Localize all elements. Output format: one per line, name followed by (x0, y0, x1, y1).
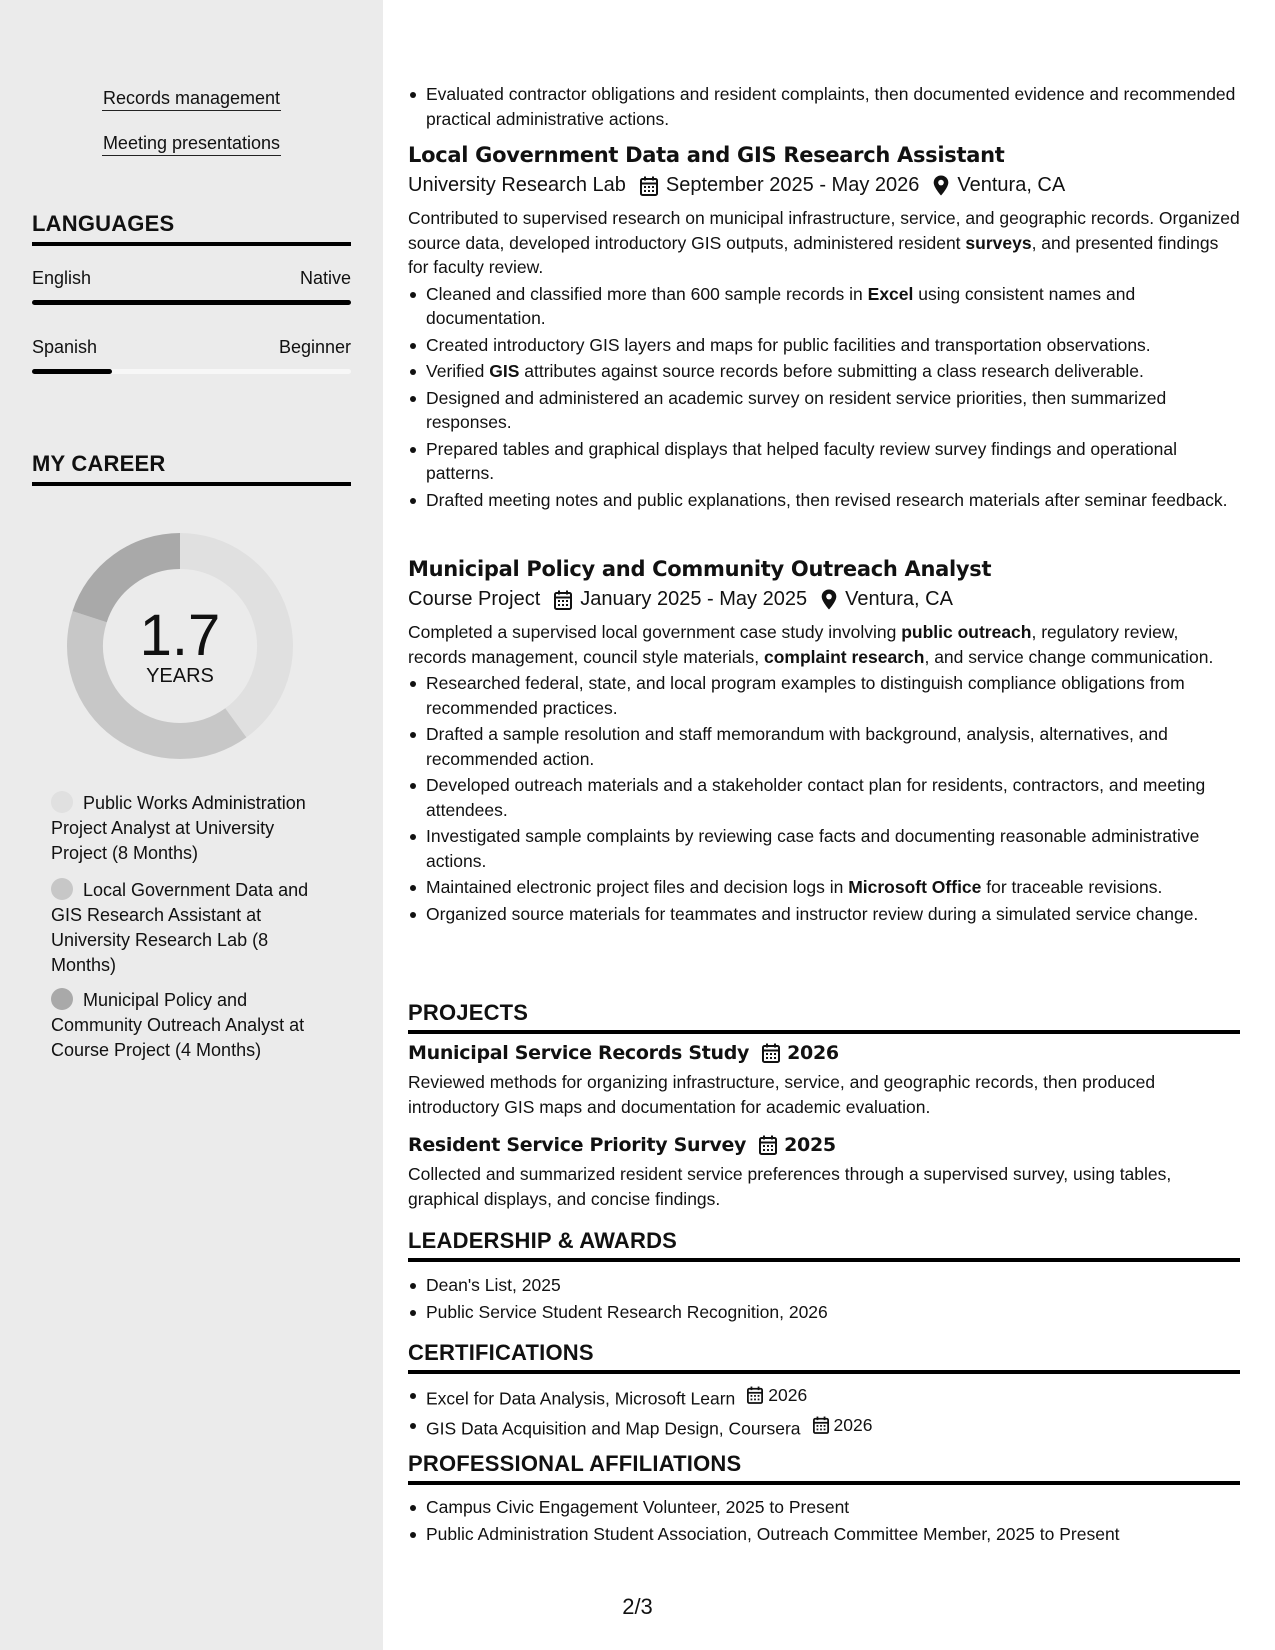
project-entry (408, 1042, 1240, 1119)
language-bar (32, 300, 351, 305)
affiliation-item: Public Administration Student Association, Outreach Committee Member, 2025 to Present (408, 1522, 1240, 1547)
job-summary (408, 620, 1240, 669)
summary-text: , regulatory review, records management, council style materials, (408, 622, 1179, 667)
career-item (51, 878, 331, 978)
career-item-text: Local Government Data and GIS Research Assistant at University Research Lab (8 Months) (51, 880, 309, 975)
leadership-list (408, 1271, 1240, 1324)
certifications-heading: CERTIFICATIONS (408, 1340, 1240, 1374)
job-location: Ventura, CA (845, 588, 953, 610)
project-year: 2026 (787, 1042, 839, 1064)
bullet-item: Created introductory GIS layers and maps for public facilities and transportation observations. (408, 333, 1240, 358)
project-entry (408, 1134, 1240, 1211)
leadership-heading: LEADERSHIP & AWARDS (408, 1228, 1240, 1262)
job-bullets (408, 282, 1240, 513)
job-location: Ventura, CA (957, 174, 1066, 196)
bullet-item: Evaluated contractor obligations and resident complaints, then documented evidence and recommended practical administrative actions. (408, 82, 1240, 131)
language-name: English (32, 268, 92, 288)
career-total-unit: YEARS (146, 665, 214, 687)
affiliations-list (408, 1493, 1240, 1546)
certification-name: GIS Data Acquisition and Map Design, Coursera (426, 1418, 801, 1438)
career-item (51, 791, 331, 866)
map-pin-icon (821, 589, 837, 610)
project-description: Collected and summarized resident service preferences through a supervised survey, using tables, graphical displays, and concise findings. (408, 1164, 1172, 1209)
language-bar (32, 369, 351, 374)
language-level: Beginner (278, 337, 351, 357)
career-item (51, 988, 331, 1063)
career-legend-dot (51, 988, 73, 1010)
calendar-icon (813, 1416, 829, 1434)
certifications-list (408, 1381, 1240, 1441)
skill-label: Meeting presentations (102, 133, 281, 156)
bullet-item: Drafted a sample resolution and staff memorandum with background, analysis, alternatives, and recommended action. (408, 722, 1240, 771)
job-title: Municipal Policy and Community Outreach Analyst (408, 557, 992, 581)
map-pin-icon (933, 175, 949, 196)
bullet-item: Researched federal, state, and local program examples to distinguish compliance obligations from recommended practices. (408, 671, 1240, 720)
project-title-row (408, 1042, 1240, 1064)
affiliations-heading: PROFESSIONAL AFFILIATIONS (408, 1451, 1240, 1485)
language-row (32, 337, 351, 358)
bullet-item: Designed and administered an academic survey on resident service priorities, then summarized responses. (408, 386, 1240, 435)
certification-item (408, 1383, 1240, 1411)
experience-entry (408, 557, 1240, 926)
career-heading: MY CAREER (32, 451, 351, 486)
job-organization: Course Project (408, 588, 541, 610)
certification-date (747, 1383, 807, 1408)
career-legend-dot (51, 791, 73, 813)
career-item-text: Public Works Administration Project Analyst at University Project (8 Months) (51, 793, 306, 863)
calendar-icon (759, 1135, 777, 1155)
career-item-text: Municipal Policy and Community Outreach Analyst at Course Project (4 Months) (51, 990, 305, 1060)
job-meta (408, 174, 1240, 197)
job-bullets (408, 671, 1240, 926)
project-title-row (408, 1134, 1240, 1156)
job-title: Local Government Data and GIS Research Assistant (408, 143, 1005, 167)
job-organization: University Research Lab (408, 174, 626, 196)
summary-keyword: public outreach (901, 622, 1032, 642)
summary-text: Completed a supervised local government case study involving (408, 622, 902, 642)
career-donut-chart (62, 528, 298, 764)
summary-text: , and presented findings for faculty review. (408, 232, 1219, 277)
bullet-item: Drafted meeting notes and public explanations, then revised research materials after seminar feedback. (408, 488, 1240, 513)
affiliation-item: Campus Civic Engagement Volunteer, 2025 to Present (408, 1495, 1240, 1520)
skill-label: Records management (102, 88, 281, 111)
summary-text: , and service change communication. (924, 646, 1214, 667)
bullet-item: Developed outreach materials and a stakeholder contact plan for residents, contractors, and meeting attendees. (408, 773, 1240, 822)
bullet-item: Prepared tables and graphical displays that helped faculty review survey findings and operational patterns. (408, 437, 1240, 486)
career-legend-dot (51, 878, 73, 900)
bullet-item: Verified GIS attributes against source records before submitting a class research deliverable. (408, 359, 1240, 384)
summary-text: Contributed to supervised research on municipal infrastructure, service, and geographic records. Organized source data, developed introductory GIS outputs, administered resident (408, 208, 1240, 253)
job-summary (408, 206, 1240, 280)
language-name: Spanish (32, 337, 98, 357)
bullet-item: Cleaned and classified more than 600 sample records in Excel using consistent names and documentation. (408, 282, 1240, 331)
project-title: Resident Service Priority Survey (408, 1134, 747, 1156)
job-dates: January 2025 - May 2025 (580, 588, 808, 610)
experience-entry (408, 143, 1240, 512)
summary-keyword: complaint research (763, 646, 925, 667)
language-row (32, 268, 351, 289)
calendar-icon (554, 590, 572, 610)
skill-tag (0, 88, 383, 111)
certification-date (813, 1413, 873, 1438)
job-meta (408, 588, 1240, 611)
page-number: 2/3 (622, 1594, 653, 1619)
leadership-item: Public Service Student Research Recognition, 2026 (408, 1300, 1240, 1325)
projects-heading: PROJECTS (408, 1000, 1240, 1034)
calendar-icon (762, 1043, 780, 1063)
project-description: Reviewed methods for organizing infrastructure, service, and geographic records, then produced introductory GIS maps and documentation for academic evaluation. (408, 1072, 1156, 1117)
calendar-icon (640, 176, 658, 196)
project-title: Municipal Service Records Study (408, 1042, 750, 1064)
languages-heading: LANGUAGES (32, 211, 351, 246)
language-bar-fill (32, 300, 351, 305)
sidebar (0, 0, 383, 1650)
certification-year: 2026 (833, 1414, 873, 1435)
certification-year: 2026 (768, 1385, 808, 1405)
bullet-item: Investigated sample complaints by reviewing case facts and documenting reasonable administrative actions. (408, 824, 1240, 873)
language-bar-fill (32, 369, 112, 374)
summary-keyword: surveys (965, 232, 1032, 253)
bullet-item: Maintained electronic project files and decision logs in Microsoft Office for traceable revisions. (408, 875, 1240, 900)
skill-tag (0, 133, 383, 156)
certification-item (408, 1413, 1240, 1441)
job-dates: September 2025 - May 2026 (665, 174, 920, 196)
language-level: Native (299, 268, 351, 288)
bullet-item: Organized source materials for teammates and instructor review during a simulated service change. (408, 902, 1240, 927)
career-total-years: 1.7 (139, 603, 221, 668)
certification-name: Excel for Data Analysis, Microsoft Learn (426, 1388, 736, 1409)
project-year: 2025 (784, 1134, 836, 1156)
calendar-icon (747, 1386, 763, 1404)
leadership-item: Dean's List, 2025 (408, 1273, 1240, 1298)
experience-bullets (408, 80, 1240, 131)
